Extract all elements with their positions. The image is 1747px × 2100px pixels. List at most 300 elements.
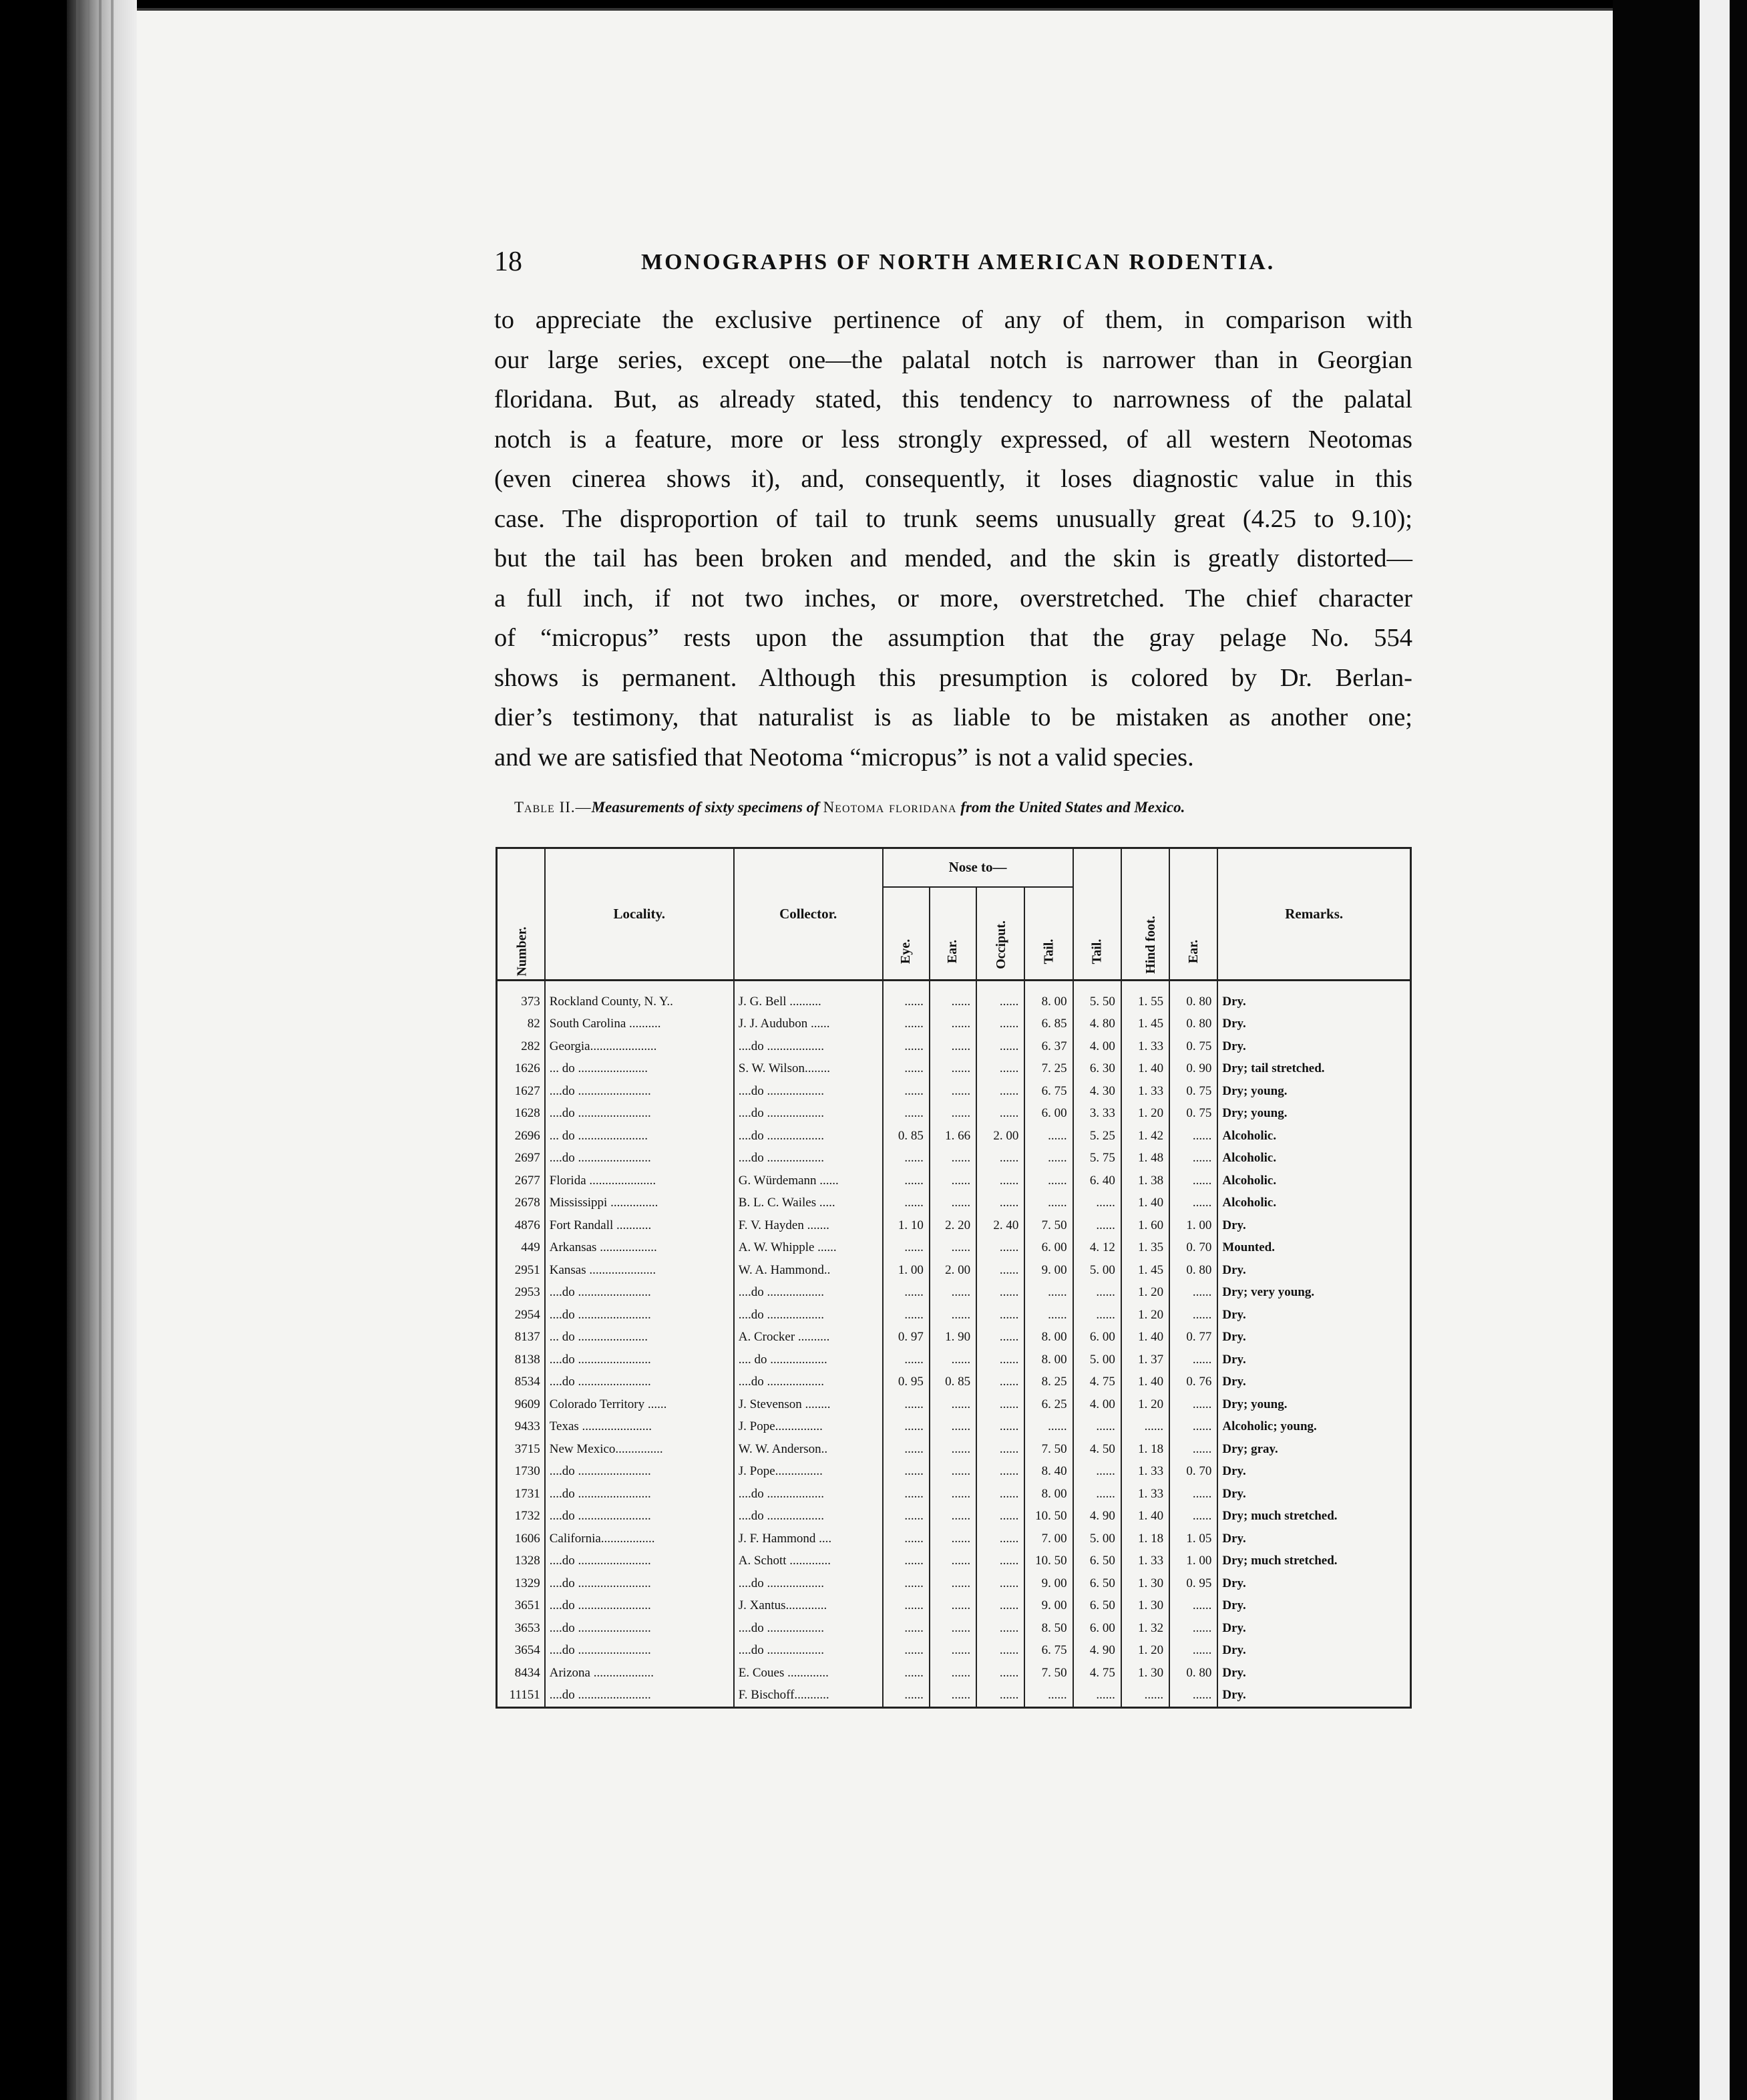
cell-hind-foot: 1. 60 bbox=[1121, 1214, 1169, 1237]
cell-locality: ....do ....................... bbox=[545, 1685, 734, 1708]
text-line: (even cinerea shows it), and, consequently, it loses diagnostic value in this bbox=[494, 465, 1412, 493]
cell-hind-foot: 1. 20 bbox=[1121, 1282, 1169, 1304]
cell-ear: ...... bbox=[1169, 1640, 1217, 1662]
cell-locality: California................. bbox=[545, 1528, 734, 1550]
cell-ear: 0. 80 bbox=[1169, 1662, 1217, 1685]
cell-nose-ear: ...... bbox=[930, 1282, 976, 1304]
cell-remarks: Dry. bbox=[1217, 1327, 1410, 1349]
table-row bbox=[497, 1103, 1411, 1125]
cell-tail: 4. 00 bbox=[1073, 1393, 1121, 1416]
cell-nose-tail: 6. 37 bbox=[1024, 1035, 1073, 1058]
cell-nose-tail: ...... bbox=[1024, 1125, 1073, 1148]
table-row bbox=[497, 1550, 1411, 1573]
cell-number: 3651 bbox=[514, 1598, 540, 1613]
cell-nose-tail: 7. 50 bbox=[1024, 1214, 1073, 1237]
table-row bbox=[497, 1528, 1411, 1550]
cell-nose-occiput: ...... bbox=[976, 1461, 1024, 1483]
cell-nose-occiput: ...... bbox=[976, 1393, 1024, 1416]
cell-nose-eye: 0. 85 bbox=[883, 1125, 930, 1148]
cell-remarks: Dry. bbox=[1217, 1595, 1410, 1618]
cell-hind-foot: 1. 30 bbox=[1121, 1572, 1169, 1595]
col-header-nose-eye: Eye. bbox=[883, 887, 930, 981]
cell-nose-tail: 8. 00 bbox=[1024, 1327, 1073, 1349]
cell-locality: Mississippi ............... bbox=[545, 1192, 734, 1215]
cell-number: 2678 bbox=[514, 1196, 540, 1210]
cell-remarks: Dry. bbox=[1217, 1662, 1410, 1685]
cell-number: 4876 bbox=[514, 1218, 540, 1232]
cell-nose-ear: ...... bbox=[930, 1035, 976, 1058]
cell-nose-ear: ...... bbox=[930, 1170, 976, 1192]
cell-nose-occiput: ...... bbox=[976, 1685, 1024, 1708]
cell-remarks: Alcoholic. bbox=[1217, 1125, 1410, 1148]
cell-nose-ear: ...... bbox=[930, 1595, 976, 1618]
page-number: 18 bbox=[494, 246, 522, 277]
cell-nose-occiput: ...... bbox=[976, 1371, 1024, 1394]
cell-ear: ...... bbox=[1169, 1483, 1217, 1506]
cell-nose-ear: ...... bbox=[930, 1550, 976, 1573]
table-row bbox=[497, 1371, 1411, 1394]
cell-nose-tail: 9. 00 bbox=[1024, 1259, 1073, 1282]
cell-tail: ...... bbox=[1073, 1214, 1121, 1237]
text-line: dier’s testimony, that naturalist is as liable to be mistaken as another one; bbox=[494, 703, 1412, 731]
cell-nose-eye: 0. 97 bbox=[883, 1327, 930, 1349]
cell-remarks: Dry. bbox=[1217, 981, 1410, 1013]
cell-collector: ....do .................. bbox=[734, 1572, 883, 1595]
caption-italic-1: Measurements of sixty specimens of bbox=[591, 799, 819, 816]
cell-remarks: Dry; tail stretched. bbox=[1217, 1058, 1410, 1081]
cell-locality: Colorado Territory ...... bbox=[545, 1393, 734, 1416]
cell-nose-occiput: ...... bbox=[976, 1327, 1024, 1349]
table-caption bbox=[514, 799, 1396, 816]
cell-remarks: Dry. bbox=[1217, 1371, 1410, 1394]
cell-collector: ....do .................. bbox=[734, 1640, 883, 1662]
cell-number: 3654 bbox=[514, 1643, 540, 1658]
cell-locality: ....do ....................... bbox=[545, 1304, 734, 1327]
cell-tail: 6. 00 bbox=[1073, 1617, 1121, 1640]
cell-locality: ... do ...................... bbox=[545, 1058, 734, 1081]
cell-remarks: Dry. bbox=[1217, 1617, 1410, 1640]
text-line: notch is a feature, more or less strongly expressed, of all western Neotomas bbox=[494, 425, 1412, 454]
cell-ear: 0. 77 bbox=[1169, 1327, 1217, 1349]
cell-locality: ... do ...................... bbox=[545, 1125, 734, 1148]
cell-ear: 0. 70 bbox=[1169, 1237, 1217, 1260]
table-row bbox=[497, 1438, 1411, 1461]
col-header-number: Number. bbox=[497, 848, 545, 981]
cell-nose-eye: ...... bbox=[883, 1617, 930, 1640]
cell-nose-ear: 2. 00 bbox=[930, 1259, 976, 1282]
table-row bbox=[497, 1349, 1411, 1371]
cell-hind-foot: 1. 45 bbox=[1121, 1013, 1169, 1036]
cell-number: 1628 bbox=[514, 1106, 540, 1121]
cell-number: 1328 bbox=[514, 1554, 540, 1568]
cell-hind-foot: 1. 18 bbox=[1121, 1438, 1169, 1461]
cell-number: 8534 bbox=[514, 1375, 540, 1389]
cell-remarks: Dry. bbox=[1217, 1259, 1410, 1282]
cell-ear: ...... bbox=[1169, 1192, 1217, 1215]
cell-number: 2677 bbox=[514, 1173, 540, 1188]
cell-number: 1732 bbox=[514, 1509, 540, 1524]
measurements-table bbox=[496, 847, 1412, 1738]
cell-nose-occiput: 2. 00 bbox=[976, 1125, 1024, 1148]
cell-hind-foot: 1. 33 bbox=[1121, 1550, 1169, 1573]
text-line: floridana. But, as already stated, this tendency to narrowness of the palatal bbox=[494, 385, 1412, 413]
cell-locality: Texas ...................... bbox=[545, 1416, 734, 1439]
cell-number: 82 bbox=[527, 1017, 540, 1031]
table-row bbox=[497, 1483, 1411, 1506]
running-head: MONOGRAPHS OF NORTH AMERICAN RODENTIA. bbox=[641, 250, 1276, 275]
cell-ear: 1. 00 bbox=[1169, 1550, 1217, 1573]
cell-nose-ear: 2. 20 bbox=[930, 1214, 976, 1237]
cell-nose-eye: ...... bbox=[883, 1685, 930, 1708]
col-header-hind-foot: Hind foot. bbox=[1121, 848, 1169, 981]
table-row bbox=[497, 1080, 1411, 1103]
cell-hind-foot: 1. 40 bbox=[1121, 1058, 1169, 1081]
cell-number: 8434 bbox=[514, 1665, 540, 1680]
cell-remarks: Dry. bbox=[1217, 1349, 1410, 1371]
cell-nose-eye: ...... bbox=[883, 1393, 930, 1416]
cell-hind-foot: 1. 33 bbox=[1121, 1461, 1169, 1483]
cell-nose-occiput: ...... bbox=[976, 1438, 1024, 1461]
cell-hind-foot: 1. 40 bbox=[1121, 1371, 1169, 1394]
cell-remarks: Alcoholic. bbox=[1217, 1192, 1410, 1215]
cell-locality: ... do ...................... bbox=[545, 1327, 734, 1349]
cell-collector: A. Crocker .......... bbox=[734, 1327, 883, 1349]
cell-ear: ...... bbox=[1169, 1125, 1217, 1148]
col-header-nose-ear: Ear. bbox=[930, 887, 976, 981]
cell-nose-occiput: ...... bbox=[976, 1259, 1024, 1282]
cell-tail: 6. 50 bbox=[1073, 1595, 1121, 1618]
cell-nose-eye: ...... bbox=[883, 1192, 930, 1215]
table-row bbox=[497, 1148, 1411, 1170]
cell-remarks: Dry. bbox=[1217, 1304, 1410, 1327]
cell-hind-foot: 1. 55 bbox=[1121, 981, 1169, 1013]
cell-locality: ....do ....................... bbox=[545, 1461, 734, 1483]
page-top-edge bbox=[137, 8, 1613, 11]
cell-remarks: Dry. bbox=[1217, 1035, 1410, 1058]
right-scan-edge bbox=[1613, 0, 1747, 2100]
cell-collector: J. Pope............... bbox=[734, 1416, 883, 1439]
cell-nose-occiput: ...... bbox=[976, 1595, 1024, 1618]
cell-collector: ....do .................. bbox=[734, 1125, 883, 1148]
text-line: and we are satisfied that Neotoma “micropus” is not a valid species. bbox=[494, 743, 1194, 771]
cell-nose-ear: ...... bbox=[930, 1662, 976, 1685]
cell-collector: J. J. Audubon ...... bbox=[734, 1013, 883, 1036]
cell-nose-eye: ...... bbox=[883, 1148, 930, 1170]
table-row bbox=[497, 1304, 1411, 1327]
cell-nose-ear: ...... bbox=[930, 1103, 976, 1125]
cell-remarks: Dry; young. bbox=[1217, 1393, 1410, 1416]
cell-collector: .... do .................. bbox=[734, 1349, 883, 1371]
cell-hind-foot: 1. 35 bbox=[1121, 1237, 1169, 1260]
cell-ear: ...... bbox=[1169, 1393, 1217, 1416]
table-row bbox=[497, 1595, 1411, 1618]
cell-collector: F. Bischoff........... bbox=[734, 1685, 883, 1708]
cell-collector: J. Xantus............. bbox=[734, 1595, 883, 1618]
cell-ear: 1. 05 bbox=[1169, 1528, 1217, 1550]
table-row bbox=[497, 1461, 1411, 1483]
cell-number: 1626 bbox=[514, 1061, 540, 1076]
cell-nose-tail: 7. 00 bbox=[1024, 1528, 1073, 1550]
cell-hind-foot: 1. 20 bbox=[1121, 1393, 1169, 1416]
cell-collector: ....do .................. bbox=[734, 1103, 883, 1125]
cell-hind-foot: 1. 40 bbox=[1121, 1192, 1169, 1215]
col-header-nose-tail: Tail. bbox=[1024, 887, 1073, 981]
cell-hind-foot: 1. 40 bbox=[1121, 1327, 1169, 1349]
text-line: of “micropus” rests upon the assumption that the gray pelage No. 554 bbox=[494, 624, 1412, 652]
cell-ear: 0. 70 bbox=[1169, 1461, 1217, 1483]
table-row bbox=[497, 1685, 1411, 1708]
cell-nose-occiput: ...... bbox=[976, 1572, 1024, 1595]
cell-tail: 5. 50 bbox=[1073, 981, 1121, 1013]
cell-remarks: Alcoholic; young. bbox=[1217, 1416, 1410, 1439]
cell-locality: ....do ....................... bbox=[545, 1572, 734, 1595]
cell-nose-ear: 1. 90 bbox=[930, 1327, 976, 1349]
cell-nose-tail: 6. 25 bbox=[1024, 1393, 1073, 1416]
cell-ear: ...... bbox=[1169, 1349, 1217, 1371]
cell-locality: Arkansas .................. bbox=[545, 1237, 734, 1260]
cell-nose-tail: ...... bbox=[1024, 1304, 1073, 1327]
cell-remarks: Dry; much stretched. bbox=[1217, 1506, 1410, 1528]
cell-ear: ...... bbox=[1169, 1282, 1217, 1304]
cell-collector: F. V. Hayden ....... bbox=[734, 1214, 883, 1237]
cell-tail: 4. 00 bbox=[1073, 1035, 1121, 1058]
cell-nose-eye: ...... bbox=[883, 1572, 930, 1595]
text-line: a full inch, if not two inches, or more, overstretched. The chief character bbox=[494, 584, 1412, 612]
cell-collector: ....do .................. bbox=[734, 1035, 883, 1058]
table-row bbox=[497, 1506, 1411, 1528]
cell-nose-ear: ...... bbox=[930, 1483, 976, 1506]
cell-nose-tail: 7. 50 bbox=[1024, 1438, 1073, 1461]
cell-hind-foot: ...... bbox=[1121, 1685, 1169, 1708]
cell-nose-tail: ...... bbox=[1024, 1148, 1073, 1170]
cell-nose-occiput: ...... bbox=[976, 1550, 1024, 1573]
cell-locality: Florida ..................... bbox=[545, 1170, 734, 1192]
cell-nose-ear: ...... bbox=[930, 1640, 976, 1662]
cell-nose-occiput: 2. 40 bbox=[976, 1214, 1024, 1237]
cell-collector: W. A. Hammond.. bbox=[734, 1259, 883, 1282]
table-row bbox=[497, 1572, 1411, 1595]
cell-ear: ...... bbox=[1169, 1170, 1217, 1192]
cell-remarks: Dry. bbox=[1217, 1572, 1410, 1595]
cell-locality: ....do ....................... bbox=[545, 1349, 734, 1371]
cell-hind-foot: 1. 33 bbox=[1121, 1080, 1169, 1103]
cell-ear: 0. 80 bbox=[1169, 981, 1217, 1013]
cell-tail: 6. 50 bbox=[1073, 1572, 1121, 1595]
cell-tail: 4. 50 bbox=[1073, 1438, 1121, 1461]
cell-number: 11151 bbox=[509, 1688, 540, 1703]
cell-nose-ear: ...... bbox=[930, 1506, 976, 1528]
cell-collector: J. G. Bell .......... bbox=[734, 981, 883, 1013]
cell-nose-eye: ...... bbox=[883, 1416, 930, 1439]
cell-tail: 4. 90 bbox=[1073, 1640, 1121, 1662]
cell-number: 282 bbox=[521, 1039, 540, 1053]
cell-nose-eye: ...... bbox=[883, 1035, 930, 1058]
cell-locality: Rockland County, N. Y.. bbox=[545, 981, 734, 1013]
cell-nose-occiput: ...... bbox=[976, 1148, 1024, 1170]
cell-collector: J. Stevenson ........ bbox=[734, 1393, 883, 1416]
cell-tail: 5. 00 bbox=[1073, 1528, 1121, 1550]
cell-nose-tail: 6. 00 bbox=[1024, 1237, 1073, 1260]
cell-collector: ....do .................. bbox=[734, 1304, 883, 1327]
cell-hind-foot: 1. 48 bbox=[1121, 1148, 1169, 1170]
col-header-collector: Collector. bbox=[734, 848, 883, 981]
cell-number: 3653 bbox=[514, 1620, 540, 1635]
cell-remarks: Dry. bbox=[1217, 1640, 1410, 1662]
cell-nose-occiput: ...... bbox=[976, 1080, 1024, 1103]
cell-nose-tail: ...... bbox=[1024, 1192, 1073, 1215]
cell-nose-eye: ...... bbox=[883, 981, 930, 1013]
cell-nose-eye: ...... bbox=[883, 1438, 930, 1461]
cell-hind-foot: ...... bbox=[1121, 1416, 1169, 1439]
cell-nose-occiput: ...... bbox=[976, 1192, 1024, 1215]
cell-nose-ear: ...... bbox=[930, 1192, 976, 1215]
cell-number: 2697 bbox=[514, 1151, 540, 1166]
table-row bbox=[497, 1327, 1411, 1349]
cell-nose-ear: ...... bbox=[930, 1685, 976, 1708]
cell-nose-ear: ...... bbox=[930, 1080, 976, 1103]
cell-ear: 0. 75 bbox=[1169, 1103, 1217, 1125]
cell-nose-eye: ...... bbox=[883, 1237, 930, 1260]
cell-hind-foot: 1. 42 bbox=[1121, 1125, 1169, 1148]
cell-nose-eye: ...... bbox=[883, 1595, 930, 1618]
cell-locality: South Carolina .......... bbox=[545, 1013, 734, 1036]
table-row bbox=[497, 1214, 1411, 1237]
cell-ear: ...... bbox=[1169, 1416, 1217, 1439]
cell-nose-eye: ...... bbox=[883, 1170, 930, 1192]
cell-nose-eye: ...... bbox=[883, 1058, 930, 1081]
cell-hind-foot: 1. 33 bbox=[1121, 1035, 1169, 1058]
cell-number: 3715 bbox=[514, 1441, 540, 1456]
cell-ear: ...... bbox=[1169, 1438, 1217, 1461]
table-row bbox=[497, 1035, 1411, 1058]
cell-nose-eye: ...... bbox=[883, 1349, 930, 1371]
cell-tail: 4. 75 bbox=[1073, 1662, 1121, 1685]
cell-collector: ....do .................. bbox=[734, 1506, 883, 1528]
cell-locality: Georgia..................... bbox=[545, 1035, 734, 1058]
cell-hind-foot: 1. 30 bbox=[1121, 1662, 1169, 1685]
cell-number: 2951 bbox=[514, 1262, 540, 1277]
table-row bbox=[497, 1125, 1411, 1148]
cell-hind-foot: 1. 18 bbox=[1121, 1528, 1169, 1550]
cell-collector: ....do .................. bbox=[734, 1282, 883, 1304]
cell-number: 1730 bbox=[514, 1464, 540, 1479]
cell-collector: A. W. Whipple ...... bbox=[734, 1237, 883, 1260]
cell-hind-foot: 1. 45 bbox=[1121, 1259, 1169, 1282]
cell-nose-tail: 9. 00 bbox=[1024, 1572, 1073, 1595]
cell-nose-tail: 8. 40 bbox=[1024, 1461, 1073, 1483]
cell-nose-eye: ...... bbox=[883, 1103, 930, 1125]
cell-nose-eye: ...... bbox=[883, 1013, 930, 1036]
cell-nose-occiput: ...... bbox=[976, 1528, 1024, 1550]
cell-hind-foot: 1. 20 bbox=[1121, 1640, 1169, 1662]
cell-nose-ear: ...... bbox=[930, 1416, 976, 1439]
cell-nose-ear: ...... bbox=[930, 1393, 976, 1416]
cell-tail: 4. 75 bbox=[1073, 1371, 1121, 1394]
col-header-remarks: Remarks. bbox=[1217, 848, 1410, 981]
body-paragraph bbox=[494, 301, 1412, 777]
cell-nose-occiput: ...... bbox=[976, 1237, 1024, 1260]
table-row bbox=[497, 1640, 1411, 1662]
cell-tail: ...... bbox=[1073, 1416, 1121, 1439]
cell-nose-tail: 8. 00 bbox=[1024, 1483, 1073, 1506]
text-line: our large series, except one—the palatal notch is narrower than in Georgian bbox=[494, 345, 1412, 374]
cell-number: 2953 bbox=[514, 1285, 540, 1300]
cell-hind-foot: 1. 37 bbox=[1121, 1349, 1169, 1371]
cell-remarks: Dry. bbox=[1217, 1528, 1410, 1550]
cell-nose-ear: ...... bbox=[930, 1438, 976, 1461]
cell-ear: 0. 75 bbox=[1169, 1080, 1217, 1103]
col-header-nose-to: Nose to— bbox=[883, 848, 1073, 887]
cell-tail: ...... bbox=[1073, 1304, 1121, 1327]
cell-collector: B. L. C. Wailes ..... bbox=[734, 1192, 883, 1215]
cell-nose-ear: ...... bbox=[930, 1349, 976, 1371]
table-row bbox=[497, 981, 1411, 1013]
cell-ear: 0. 75 bbox=[1169, 1035, 1217, 1058]
cell-nose-occiput: ...... bbox=[976, 1483, 1024, 1506]
table-row bbox=[497, 1013, 1411, 1036]
cell-remarks: Dry. bbox=[1217, 1685, 1410, 1708]
cell-nose-eye: ...... bbox=[883, 1550, 930, 1573]
cell-number: 2954 bbox=[514, 1307, 540, 1322]
col-header-locality: Locality. bbox=[545, 848, 734, 981]
cell-nose-tail: 8. 25 bbox=[1024, 1371, 1073, 1394]
cell-number: 8137 bbox=[514, 1330, 540, 1345]
cell-nose-tail: ...... bbox=[1024, 1282, 1073, 1304]
cell-collector: J. F. Hammond .... bbox=[734, 1528, 883, 1550]
cell-remarks: Dry. bbox=[1217, 1483, 1410, 1506]
cell-nose-tail: ...... bbox=[1024, 1416, 1073, 1439]
cell-ear: 0. 95 bbox=[1169, 1572, 1217, 1595]
cell-collector: A. Schott ............. bbox=[734, 1550, 883, 1573]
cell-tail: 5. 00 bbox=[1073, 1349, 1121, 1371]
cell-locality: New Mexico............... bbox=[545, 1438, 734, 1461]
cell-nose-eye: ...... bbox=[883, 1640, 930, 1662]
cell-nose-tail: 6. 75 bbox=[1024, 1640, 1073, 1662]
cell-number: 373 bbox=[521, 994, 540, 1009]
table-row bbox=[497, 1237, 1411, 1260]
cell-tail: ...... bbox=[1073, 1461, 1121, 1483]
text-line: but the tail has been broken and mended, and the skin is greatly distorted— bbox=[494, 544, 1412, 572]
cell-nose-eye: ...... bbox=[883, 1506, 930, 1528]
cell-nose-tail: 6. 75 bbox=[1024, 1080, 1073, 1103]
cell-ear: 0. 80 bbox=[1169, 1013, 1217, 1036]
cell-tail: 4. 30 bbox=[1073, 1080, 1121, 1103]
cell-ear: 0. 76 bbox=[1169, 1371, 1217, 1394]
cell-tail: 6. 00 bbox=[1073, 1327, 1121, 1349]
cell-nose-ear: ...... bbox=[930, 1148, 976, 1170]
caption-prefix: Table II.— bbox=[514, 799, 592, 816]
cell-hind-foot: 1. 33 bbox=[1121, 1483, 1169, 1506]
cell-tail: ...... bbox=[1073, 1192, 1121, 1215]
cell-remarks: Mounted. bbox=[1217, 1237, 1410, 1260]
col-header-nose-occiput: Occiput. bbox=[976, 887, 1024, 981]
cell-hind-foot: 1. 40 bbox=[1121, 1506, 1169, 1528]
cell-locality: ....do ....................... bbox=[545, 1550, 734, 1573]
cell-number: 1627 bbox=[514, 1083, 540, 1098]
cell-nose-eye: ...... bbox=[883, 1282, 930, 1304]
cell-tail: ...... bbox=[1073, 1483, 1121, 1506]
cell-nose-occiput: ...... bbox=[976, 1349, 1024, 1371]
cell-nose-occiput: ...... bbox=[976, 1013, 1024, 1036]
cell-collector: ....do .................. bbox=[734, 1617, 883, 1640]
caption-italic-2: from the United States and Mexico. bbox=[960, 799, 1185, 816]
cell-nose-ear: 1. 66 bbox=[930, 1125, 976, 1148]
cell-nose-ear: ...... bbox=[930, 1237, 976, 1260]
cell-locality: Arizona ................... bbox=[545, 1662, 734, 1685]
col-header-ear: Ear. bbox=[1169, 848, 1217, 981]
cell-remarks: Dry; young. bbox=[1217, 1080, 1410, 1103]
cell-nose-eye: ...... bbox=[883, 1483, 930, 1506]
